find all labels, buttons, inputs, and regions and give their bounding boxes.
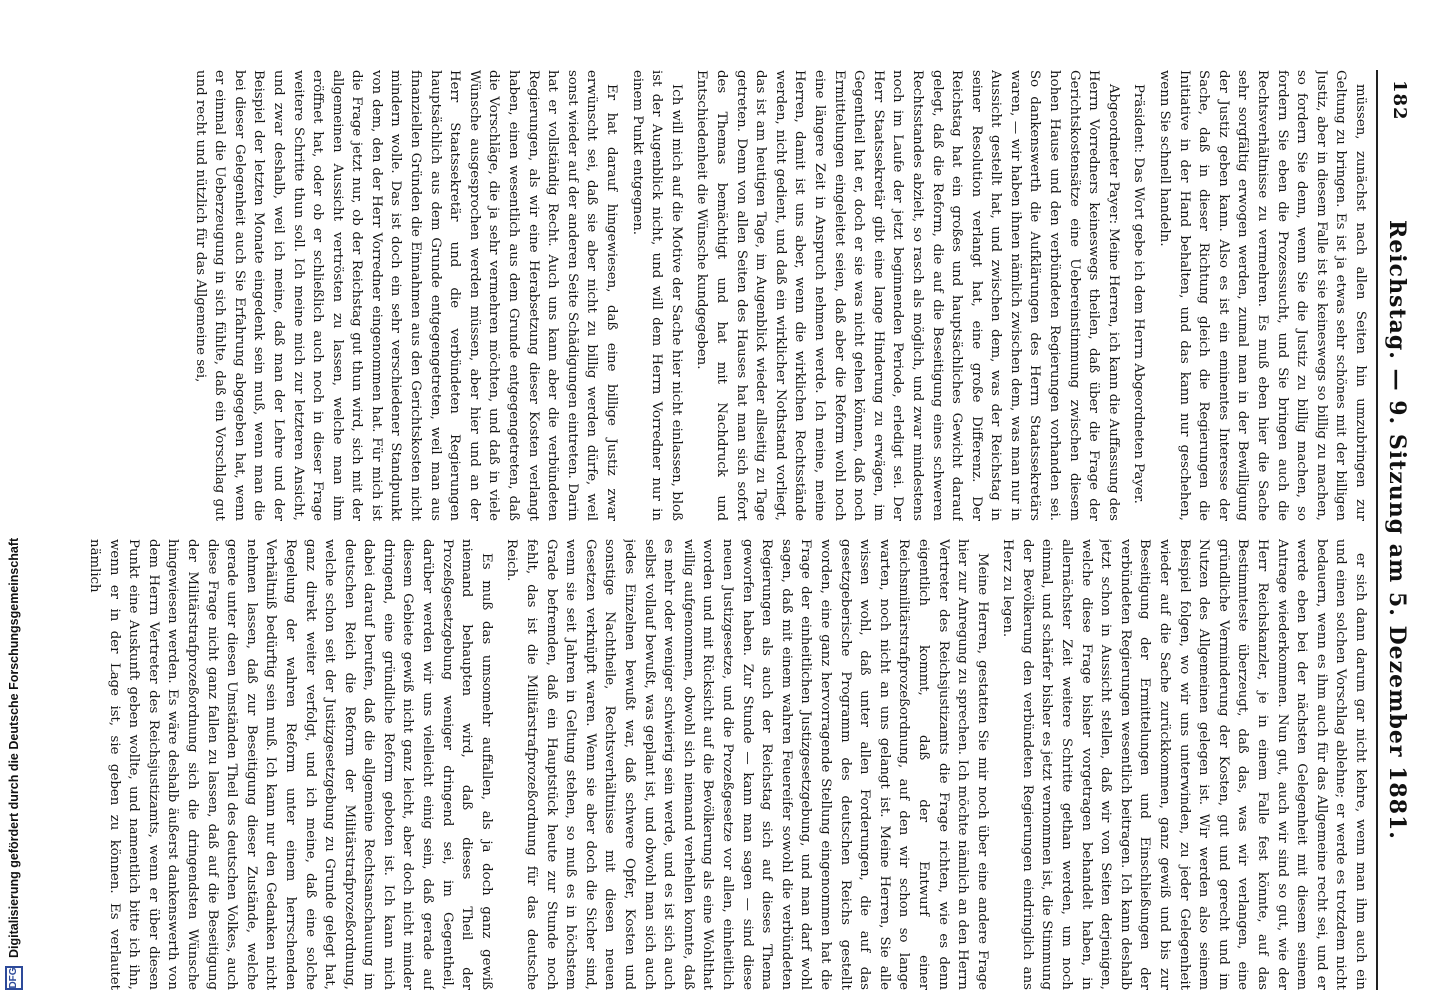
running-title: Reichstag. — 9. Sitzung am 5. Dezember 1881.	[1384, 220, 1410, 840]
page-header	[1374, 70, 1410, 990]
paragraph: müssen, zunächst nach allen Seiten hin umzubringen zur Geltung zu bringen. Es ist ja etwas sehr schönes mit der billigen Justiz, aber in diesem Falle ist sie keineswegs so billig zu machen, so fordern Sie denn, wenn Sie die Justiz zu billig machen, so fordern Sie eben die Prozesssucht, und Sie bringen auch die Rechtsverhältnisse zu vermehren. Es muß eben hier die Sache sehr sorgfältig erwogen werden, zumal man in der Bewilligung der Justiz geben kann. Also es ist ein eminentes Interesse der Sache, daß in dieser Richtung gleich die Regierungen die Initiative in der Hand behalten, und das kann nur geschehen, wenn Sie schnell handeln.	[1157, 70, 1368, 521]
newspaper-page	[70, 70, 1418, 990]
paragraph: Meine Herren, gestatten Sie mir noch über eine andere Frage hier zur Anregung zu sprechen. Ich möchte nämlich an den Herrn Vertreter des Reichsjustizamts die Frage richten, wie es denn eigentlich kommt, daß der Entwurf einer Reichsmilitärstrafprozeßordnung, auf den wir schon so lange warten, noch nicht an uns gelangt ist. Meine Herren, Sie alle wissen wohl, daß unter allen Forderungen, die auf das gesetzgeberische Programm des deutschen Reichs gestellt worden, eine ganz hervorragende Stellung eingenommen hat die Frage der einheitlichen Justizgesetzgebung, und man darf wohl sagen, daß mit einem wahren Feuereifer sowohl die verbündeten Regierungen als auch der Reichstag sich auf dieses Thema geworfen haben. Zur Stunde — kann man sagen — sind diese neuen Justizgesetze, und die Prozeßgesetze vor allen, einheitlich worden und mit Rücksicht auf die Bevölkerung als eine Wohlthat willig aufgenommen, obwohl sich niemand verhehlen konnte, daß es mehr oder weniger schwierig sein werde, und es ist sich auch selbst vollauf bewußt, was geplant ist, und obwohl man sich auch jedes Einzelnen bewußt war, daß schwere Opfer, Kosten und sonstige Nachtheile, Rechtsverhältnisse mit diesen neuen Gesetzen verknüpft waren. Wenn sie aber doch die Sicher sind, wenn sie seit Jahren in Geltung stehen, so muß es in höchstem Grade befremden, daß ein Hauptstück heute zur Stunde noch fehlt, das ist die Militärstrafprozeßordnung für das deutsche Reich.	[504, 539, 990, 990]
dfg-logo-icon: DFG	[5, 966, 23, 990]
digitization-credit	[4, 70, 24, 990]
text-columns	[70, 70, 1370, 990]
column-left	[70, 70, 1370, 521]
page-number: 182	[1389, 80, 1410, 121]
rotated-page-container	[70, 70, 1418, 990]
column-right	[70, 539, 1370, 990]
paragraph: Abgeordneter Payer: Meine Herren, ich kann die Auffassung des Herrn Vorredners keineswegs theilen, daß über die Frage der Gerichtskostensätze eine Uebereinstimmung zwischen diesem hohen Hause und den verbündeten Regierungen vorhanden sei. So dankenswerth die Aufklärungen des Herrn Staatssekretärs waren, — wir haben ihnen nämlich zwischen dem, was man nur in Aussicht gestellt hat, und zwischen dem, was der Reichstag in seiner Resolution verlangt hat, eine große Differenz. Der Reichstag hat ein großes und hauptsächliches Gewicht darauf gelegt, daß die Reform, die auf die Beseitigung eines schweren Rechtsstandes abzielt, so rasch als möglich, und zwar mindestens noch im Laufe der jetzt beginnenden Periode, erledigt sei. Der Herr Staatssekretär gibt eine lange Hinderung zu erwägen, im Gegentheil hat er, doch er sie was nicht gehen können, daß noch Ermittelungen eingeleitet seien, daß aber die Reform wohl noch eine längere Zeit in Anspruch nehmen werde. Ich meine, meine Herren, damit ist uns aber, wenn die wirklichen Rechtsstände werden, nicht gedient, und daß ein wirklicher Nothstand vorliegt, das ist am heutigen Tage, im Augenblick wieder allseitig zu Tage getreten. Denn von allen Seiten des Hauses hat man sich sofort des Themas bemächtigt und hat mit Nachdruck und Entschiedenheit die Wünsche kundgegeben.	[694, 70, 1121, 521]
paragraph: Es muß das umsomehr auffallen, als ja doch ganz gewiß niemand behaupten wird, daß dieses Theil der Prozeßgesetzgebung weniger dringend sei, im Gegentheil, darüber werden wir uns vielleicht einig sein, daß gerade auf diesem Gebiete gewiß nicht ganz leicht, aber doch nicht minder dringend, eine gründliche Reform geboten ist. Ich kann mich dabei darauf berufen, daß die allgemeine Rechtsanschauung im deutschen Reich die Reform der Militärstrafprozeßordnung, welche schon seit der Justizgesetzgebung zu Grunde gelegt hat, ganz direkt weiter verfolgt, und ich meine, daß eine solche Regelung der wahren Reform unter einem herrschenden Verhältniß bedürftig sein muß. Ich kann nur den Gedanken nicht nehmen lassen, daß zur Beseitigung dieser Zustände, welche gerade unter diesen Umständen Theil des deutschen Volkes, auch diese Frage nicht ganz fallen zu lassen, daß auf die Beseitigung der Militärstrafprozeßordnung sich die dringendsten Wünsche hingewiesen werden. Es wäre deshalb äußerst dankenswerth von dem Herrn Vertreter des Reichsjustizamts, wenn er über diesen Punkt eine Auskunft geben wollte, und namentlich bitte ich ihn, wenn er in der Lage ist, sie geben zu können. Es verlautet nämlich	[87, 539, 494, 990]
paragraph: Präsident: Das Wort gebe ich dem Herrn Abgeordneten Payer.	[1131, 84, 1147, 504]
paragraph: Ich will mich auf die Motive der Sache hier nicht einlassen, bloß ist der Augenblick nicht, und will dem Herrn Vorredner nur in einem Punkt entgegnen.	[629, 70, 684, 521]
paragraph: er sich dann darum gar nicht kehre, wenn man ihm auch ein und einen solchen Vorschlag ablehne; er werde es trotzdem nicht bedauern, wenn es ihm auch für das Allgemeine recht sei, und er werde eben bei der nächsten Gelegenheit mit diesem seinem Antrage wiederkommen. Nun gut, auch wir sind so gut, wie der Herr Reichskanzler, je in einem Falle fest könnte, auf das Bestimmteste überzeugt, daß das, was wir verlangen, eine gründliche Verminderung der Kosten, gut und gerecht und im Nutzen des Allgemeinen gelegen ist. Wir werden also seinem Beispiel folgen, wo wir uns unterwinden, zu jeder Gelegenheit wieder auf die Sache zurückkommen, ganz gewiß und bis zur Beseitigung der Ermittelungen und Einschließungen der verbündeten Regierungen wesentlich beitragen. Ich kann deshalb jetzt schon in Aussicht stellen, daß wir von Seiten derjenigen, welche diese Frage bisher vorgetragen behandelt haben, in allernächster Zeit weitere Schritte gethan werden, um noch einmal, und schärfer bisher es jetzt vernommen ist, die Stimmung der Bevölkerung den verbündeten Regierungen eindringlich ans Herz zu legen.	[1000, 539, 1368, 990]
credit-text: Digitalisierung gefördert durch die Deutsche Forschungsgemeinschaft	[7, 537, 21, 958]
paragraph: Er hat darauf hingewiesen, daß eine billige Justiz zwar erwünscht sei, daß sie aber nicht zu billig werden dürfe, weil sonst wieder auf der anderen Seite Schädigungen eintreten. Darin hat er vollständig Recht. Auch uns kann aber die verbündeten Regierungen, als wir eine Herabsetzung dieser Kosten verlangt haben, einen wesentlich aus dem Grunde entgegengetreten, daß die Vorschläge, die ja sehr vermehren möchten, und daß in viele Wünsche ausgesprochen werden müssen, aber hier und an der Herr Staatssekretär und die verbündeten Regierungen hauptsächlich aus dem Grunde entgegengetreten, weil man aus finanziellen Gründen die Einnahmen aus den Gerichtskosten nicht mindern wolle. Das ist doch ein sehr verschiedener Standpunkt von dem, den der Herr Vorredner eingenommen hat. Für mich ist die Frage jetzt nur, ob der Reichstag gut thun wird, sich mit der allgemeinen Aussicht vertrösten zu lassen, welche man ihm eröffnet hat, oder ob er schließlich auch noch in dieser Frage weitere Schritte thun soll. Ich meine mich zur letzteren Ansicht, und zwar deshalb, weil ich meine, daß man der Lehre und der Beispiel der letzten Monate eingedenk sein muß, wenn man die bei dieser Gelegenheit auch Sie Erfahrung abgegeben hat, wenn er einmal die Ueberzeugung in sich fühlte, daß ein Vorschlag gut und recht und nützlich für das Allgemeine sei,	[192, 70, 620, 521]
header-rule	[1376, 70, 1378, 990]
